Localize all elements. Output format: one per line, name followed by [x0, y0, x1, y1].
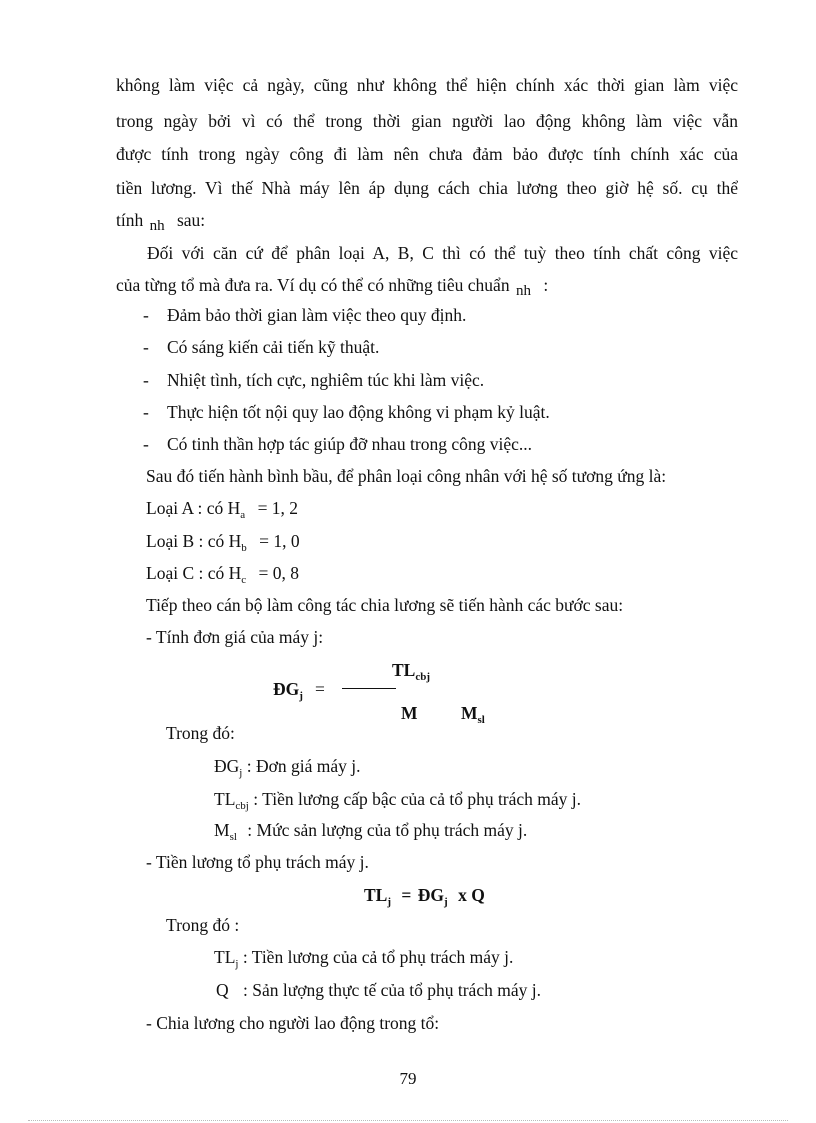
nh-fragment: nh [515, 283, 531, 299]
class-row [146, 530, 300, 552]
bullet-dash: - [143, 402, 149, 422]
footer-divider [28, 1120, 788, 1121]
step-heading: - Tính đơn giá của máy j: [146, 627, 324, 647]
class-label: Loại B : có H [146, 531, 242, 551]
symbol: M [214, 820, 230, 840]
paragraph-line: Tiếp theo cán bộ làm công tác chia lương sẽ tiến hành các bước sau: [146, 595, 624, 615]
formula-denominator-m: M [401, 703, 418, 723]
text: của từng tổ mà đưa ra. Ví dụ có thể có những tiêu chuẩn [116, 275, 510, 295]
definition-row [214, 755, 360, 777]
symbol-sub: cbj [235, 800, 249, 812]
symbol-sub: j [387, 896, 392, 908]
definition-row [214, 788, 581, 810]
fraction-bar [342, 688, 396, 689]
nh-fragment: nh [149, 218, 165, 234]
definition-row [216, 979, 541, 1001]
symbol-sub: j [235, 958, 239, 970]
formula-numerator [392, 659, 430, 681]
definition-text: : Tiền lương cấp bậc của cả tổ phụ trách máy j. [253, 789, 582, 809]
class-value: = 0, 8 [258, 563, 300, 583]
list-item: Đảm bảo thời gian làm việc theo quy định. [167, 305, 467, 325]
symbol-sub: sl [477, 714, 485, 726]
class-label: Loại C : có H [146, 563, 242, 583]
list-item: Có sáng kiến cải tiến kỹ thuật. [167, 337, 380, 357]
formula-equals: = [315, 679, 325, 699]
bullet-dash: - [143, 370, 149, 390]
definition-text: : Mức sản lượng của tổ phụ trách máy j. [247, 820, 528, 840]
symbol: M [461, 703, 478, 723]
symbol: Q [216, 980, 229, 1000]
bullet-dash: - [143, 337, 149, 357]
definition-row [214, 819, 527, 841]
where-label: Trong đó: [166, 723, 235, 743]
symbol-sub: j [444, 896, 448, 908]
paragraph-line: Đối với căn cứ để phân loại A, B, C thì có thể tuỳ theo tính chất công việc [147, 243, 738, 263]
class-sub: b [241, 542, 247, 554]
symbol: ĐG [417, 885, 445, 905]
formula-denominator-msl [461, 702, 485, 724]
class-row [146, 562, 299, 584]
paragraph-line [116, 209, 205, 233]
class-row [146, 497, 298, 519]
class-value: = 1, 2 [257, 498, 299, 518]
formula-tail: x Q [458, 885, 485, 905]
symbol-sub: sl [229, 831, 237, 843]
symbol-sub: cbj [415, 671, 431, 683]
bullet-dash: - [143, 434, 149, 454]
step-heading: - Tiền lương tổ phụ trách máy j. [146, 852, 369, 872]
formula-2 [364, 884, 485, 906]
symbol: TL [214, 789, 236, 809]
text: tính [116, 210, 144, 230]
class-value: = 1, 0 [259, 531, 300, 551]
symbol: TL [214, 947, 236, 967]
paragraph-line: không làm việc cả ngày, cũng như không thể hiện chính xác thời gian làm việc [116, 75, 738, 95]
formula-equals: = [401, 885, 412, 905]
list-item: Thực hiện tốt nội quy lao động không vi phạm kỷ luật. [167, 402, 550, 422]
list-item: Nhiệt tình, tích cực, nghiêm túc khi làm việc. [167, 370, 485, 390]
paragraph-line [116, 274, 548, 298]
bullet-dash: - [143, 305, 149, 325]
symbol: ĐG [273, 679, 300, 699]
step-heading: - Chia lương cho người lao động trong tổ: [146, 1013, 440, 1033]
text: sau: [176, 210, 206, 230]
page-number: 79 [399, 1069, 417, 1088]
class-sub: a [240, 509, 246, 521]
definition-row [214, 946, 513, 968]
text: : [543, 275, 549, 295]
class-sub: c [241, 574, 247, 586]
class-label: Loại A : có H [146, 498, 241, 518]
paragraph-line: được tính trong ngày công đi làm nên chưa đảm bảo được tính chính xác của [116, 144, 738, 164]
where-label: Trong đó : [166, 915, 240, 935]
symbol: TL [364, 885, 388, 905]
paragraph-line: trong ngày bởi vì có thể trong thời gian người lao động không làm việc vẫn [116, 111, 738, 131]
symbol: ĐG [214, 756, 240, 776]
symbol-sub: j [299, 690, 303, 702]
paragraph-line: Sau đó tiến hành bình bầu, để phân loại công nhân với hệ số tương ứng là: [146, 466, 667, 486]
definition-text: : Đơn giá máy j. [246, 756, 361, 776]
definition-text: : Tiền lương của cả tổ phụ trách máy j. [242, 947, 514, 967]
formula-lhs [273, 678, 303, 700]
list-item: Có tinh thần hợp tác giúp đỡ nhau trong công việc... [167, 434, 533, 454]
symbol: TL [392, 660, 416, 680]
symbol-sub: j [239, 767, 243, 779]
definition-text: : Sản lượng thực tế của tổ phụ trách máy j. [243, 980, 541, 1000]
paragraph-line: tiền lương. Vì thế Nhà máy lên áp dụng cách chia lương theo giờ hệ số. cụ thể [116, 178, 738, 198]
